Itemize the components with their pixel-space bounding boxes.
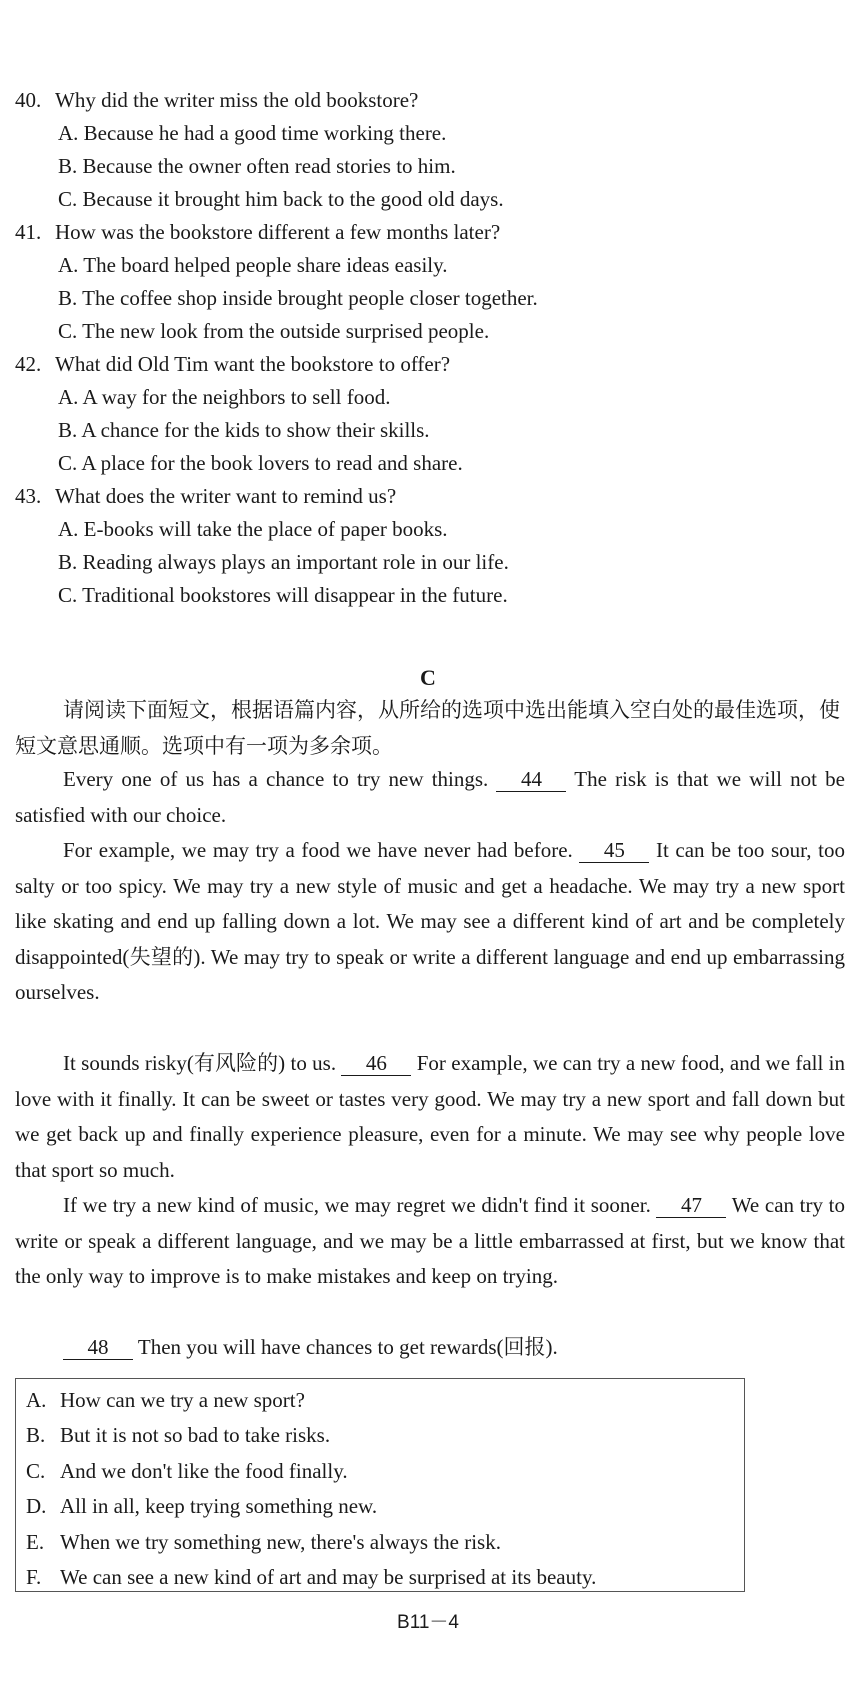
question-43-option-b: B. Reading always plays an important role in our life. bbox=[58, 550, 509, 574]
question-40-option-b: B. Because the owner often read stories to him. bbox=[58, 154, 456, 178]
passage-paragraph-5: 48 Then you will have chances to get rewards(回报). bbox=[15, 1330, 845, 1366]
blank-46[interactable]: 46 bbox=[341, 1051, 411, 1076]
question-43-option-a: A. E-books will take the place of paper books. bbox=[58, 517, 448, 541]
question-number: 40. bbox=[15, 88, 42, 112]
section-heading: C bbox=[420, 665, 436, 690]
answer-option-b[interactable]: B. But it is not so bad to take risks. bbox=[26, 1423, 331, 1448]
answer-option-c[interactable]: C. And we don't like the food finally. bbox=[26, 1458, 348, 1483]
question-number: 43. bbox=[15, 484, 42, 508]
question-43 bbox=[15, 484, 396, 508]
question-41-option-b: B. The coffee shop inside brought people closer together. bbox=[58, 286, 538, 310]
question-43-option-c: C. Traditional bookstores will disappear in the future. bbox=[58, 583, 508, 607]
passage-paragraph-3: It sounds risky(有风险的) to us. 46 For example, we can try a new food, and we fall in love with it finally. It can be sweet or tastes very good. We may try a new sport and fall down but we get back up and finally experience pleasure, even for a minute. We may see why people love that sport so much. bbox=[15, 1051, 846, 1182]
passage-paragraph-1: Every one of us has a chance to try new things. 44 The risk is that we will not be satisfied with our choice. bbox=[15, 767, 845, 827]
blank-45[interactable]: 45 bbox=[579, 838, 649, 863]
question-41 bbox=[15, 220, 500, 244]
question-text: What did Old Tim want the bookstore to offer? bbox=[55, 352, 451, 376]
question-42-option-a: A. A way for the neighbors to sell food. bbox=[58, 385, 391, 409]
answer-option-e[interactable]: E. When we try something new, there's always the risk. bbox=[26, 1529, 501, 1554]
blank-48[interactable]: 48 bbox=[63, 1335, 133, 1360]
question-40-option-a: A. Because he had a good time working there. bbox=[58, 121, 447, 145]
question-41-option-a: A. The board helped people share ideas easily. bbox=[58, 253, 448, 277]
question-42 bbox=[15, 352, 450, 376]
question-42-option-c: C. A place for the book lovers to read and share. bbox=[58, 451, 463, 475]
question-42-option-b: B. A chance for the kids to show their skills. bbox=[58, 418, 430, 442]
answer-options-box bbox=[15, 1378, 745, 1592]
question-40-option-c: C. Because it brought him back to the good old days. bbox=[58, 187, 504, 211]
question-number: 42. bbox=[15, 352, 42, 376]
page-number: B11－4 bbox=[397, 1612, 459, 1633]
blank-47[interactable]: 47 bbox=[656, 1193, 726, 1218]
question-text: Why did the writer miss the old bookstore? bbox=[55, 88, 419, 112]
passage-paragraph-2: For example, we may try a food we have never had before. 45 It can be too sour, too salty or too spicy. We may try a new style of music and get a headache. We may try a new sport like skating and end up falling down a lot. We may see a different kind of art and be completely disappointed(失望的). We may try to speak or write a different language and end up embarrassing ourselves. bbox=[15, 838, 845, 1005]
question-40 bbox=[15, 88, 418, 112]
question-text: How was the bookstore different a few months later? bbox=[55, 220, 501, 244]
passage-paragraph-4: If we try a new kind of music, we may regret we didn't find it sooner. 47 We can try to write or speak a different language, and we may be a little embarrassed at first, but we know that the only way to improve is to make mistakes and keep on trying. bbox=[15, 1193, 845, 1289]
question-number: 41. bbox=[15, 220, 42, 244]
question-41-option-c: C. The new look from the outside surprised people. bbox=[58, 319, 490, 343]
answer-option-d[interactable]: D. All in all, keep trying something new. bbox=[26, 1494, 378, 1519]
blank-44[interactable]: 44 bbox=[496, 767, 566, 792]
section-instruction: 请阅读下面短文，根据语篇内容，从所给的选项中选出能填入空白处的最佳选项，使短文意思通顺。选项中有一项为多余项。 bbox=[15, 698, 840, 758]
answer-option-f[interactable]: F. We can see a new kind of art and may be surprised at its beauty. bbox=[26, 1565, 597, 1590]
answer-option-a[interactable]: A. How can we try a new sport? bbox=[26, 1388, 305, 1412]
question-text: What does the writer want to remind us? bbox=[55, 484, 397, 508]
